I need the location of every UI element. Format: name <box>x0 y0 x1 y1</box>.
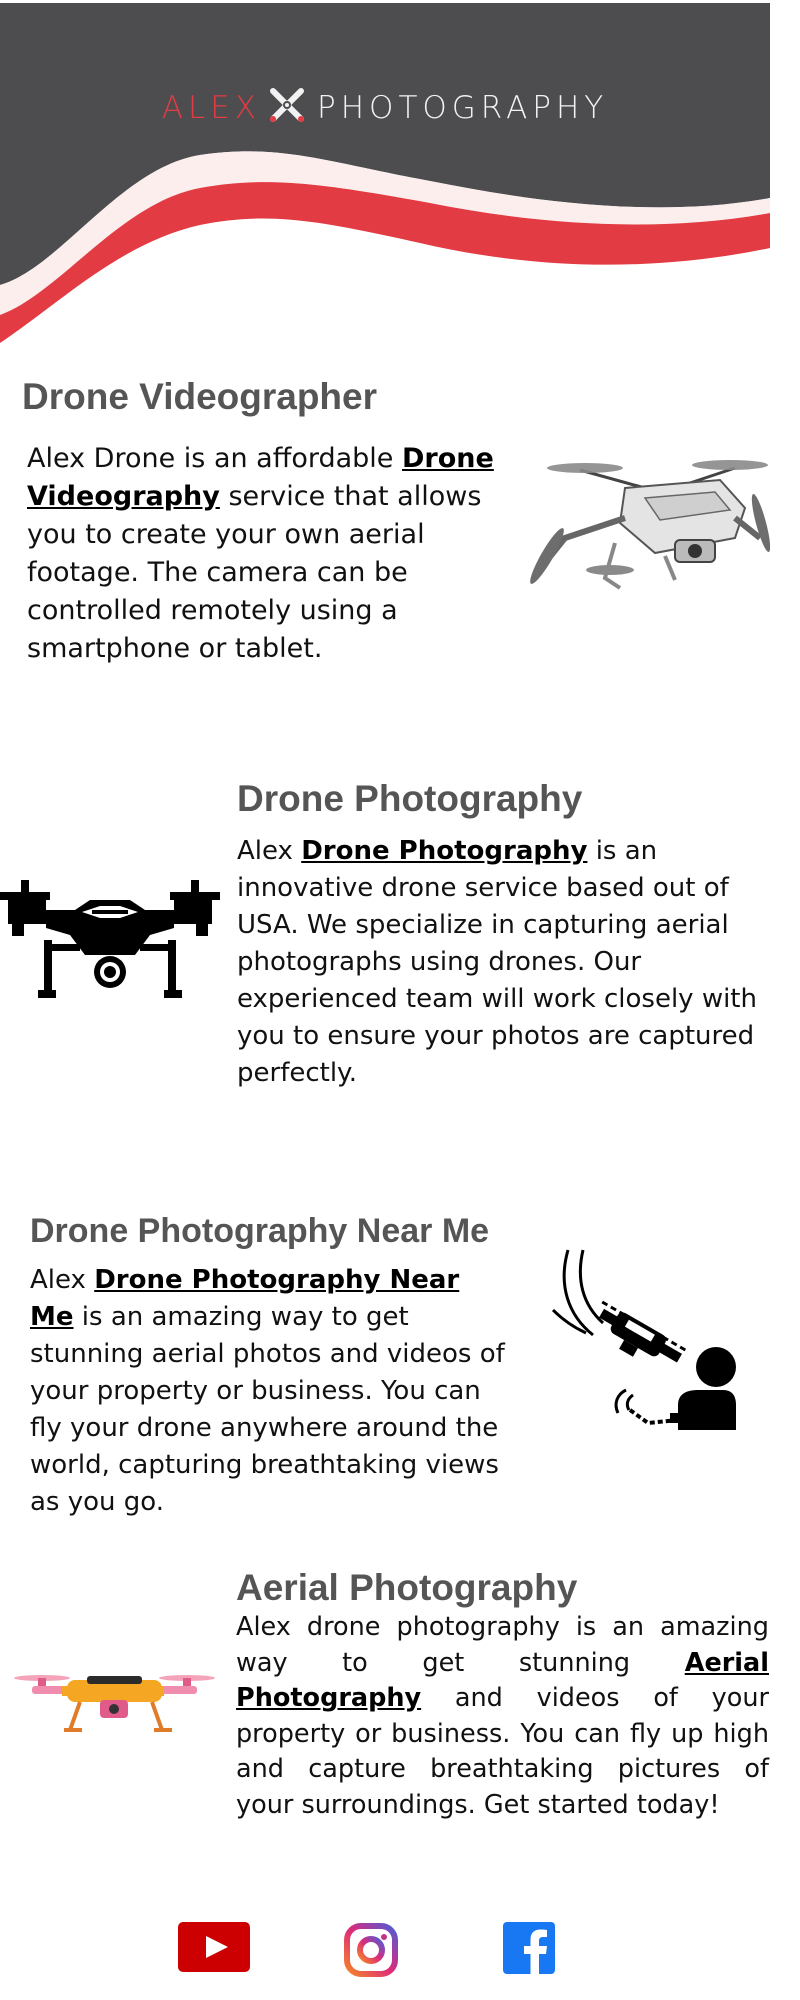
pink-orange-drone-illustration <box>12 1668 217 1742</box>
grey-quadcopter-drone-image <box>525 448 770 602</box>
site-header <box>0 3 770 348</box>
section-text-aerial-photography: Alex drone photography is an amazing way to get stunning Aerial Photography and videos of your property or business. You can fly up high and capture breathtaking pictures of your surroundings. Get started today! <box>236 1612 769 1820</box>
logo-text-alex: ALEX <box>161 90 262 126</box>
black-drone-icon <box>0 880 220 1009</box>
link-drone-videography[interactable]: Drone Videography <box>27 443 494 512</box>
person-flying-drone-icon <box>548 1245 748 1449</box>
section-text-drone-videographer: Alex Drone is an affordable Drone Videography service that allows you to create your own aerial footage. The camera can be controlled remotely using a smartphone or tablet. <box>27 443 494 664</box>
header-wave-background <box>0 3 770 348</box>
instagram-icon <box>343 1922 399 1978</box>
youtube-icon <box>178 1922 250 1972</box>
facebook-icon <box>503 1922 555 1974</box>
social-youtube-link[interactable] <box>178 1922 250 1976</box>
section-text-drone-photography: Alex Drone Photography is an innovative drone service based out of USA. We specialize in capturing aerial photographs using drones. Our experienced team will work closely with you to ensure your photos are captured perfectly. <box>237 836 757 1088</box>
section-title-drone-photography: Drone Photography <box>237 778 583 819</box>
social-instagram-link[interactable] <box>343 1922 399 1982</box>
section-title-drone-videographer: Drone Videographer <box>22 376 378 417</box>
section-title-drone-photography-near-me: Drone Photography Near Me <box>30 1212 490 1250</box>
logo-drone-x-icon <box>267 85 307 125</box>
link-drone-photography-near-me[interactable]: Drone Photography Near Me <box>30 1265 460 1332</box>
link-drone-photography[interactable]: Drone Photography <box>301 836 588 866</box>
link-aerial-photography[interactable]: Aerial Photography <box>236 1647 769 1713</box>
logo-text-photography: PHOTOGRAPHY <box>317 90 609 126</box>
social-facebook-link[interactable] <box>503 1922 555 1978</box>
section-text-drone-photography-near-me: Alex Drone Photography Near Me is an amazing way to get stunning aerial photos and videos of your property or business. You can fly your drone anywhere around the world, capturing breathtaking views as you go. <box>30 1265 505 1517</box>
section-title-aerial-photography: Aerial Photography <box>236 1567 578 1608</box>
site-logo[interactable] <box>0 85 770 126</box>
